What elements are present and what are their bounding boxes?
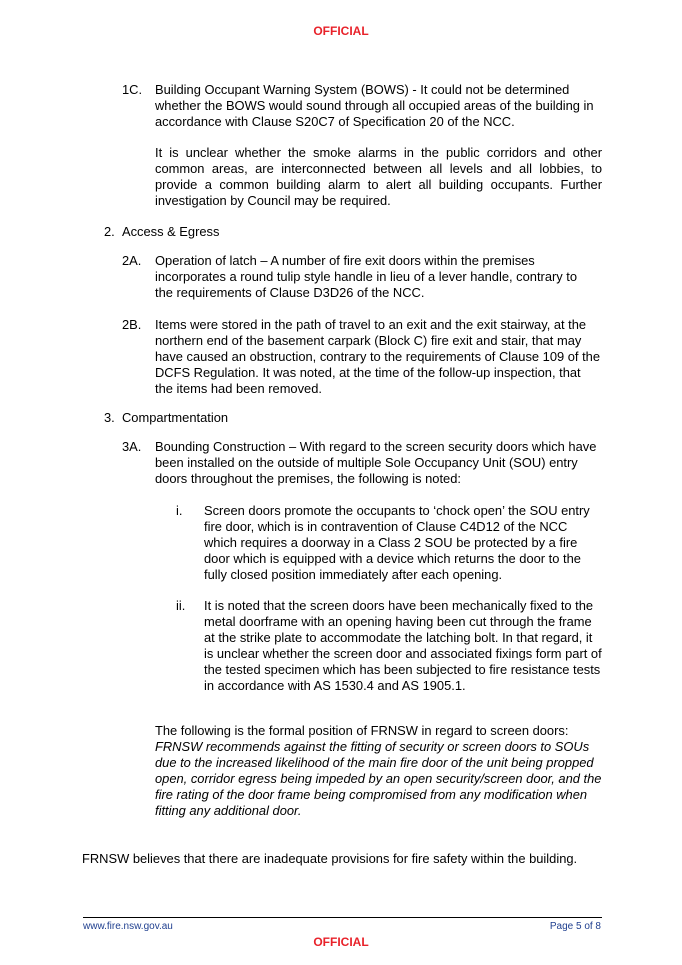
section-2b-label: 2B. (122, 317, 142, 332)
section-3a-text: Bounding Construction – With regard to the screen security doors which have been installed on the outside of multiple Sole Occupancy Unit (SOU) entry doors throughout the premises, the following is noted: (155, 439, 597, 487)
section-1c-paragraph-2: It is unclear whether the smoke alarms in the public corridors and other common areas, are interconnected between all levels and all lobbies, to provide a common building alarm to alert all building occupants. Further investigation by Council may be required. (155, 145, 602, 209)
footer-website-link[interactable]: www.fire.nsw.gov.au (83, 921, 173, 932)
header-classification: OFFICIAL (313, 24, 369, 38)
footer-classification: OFFICIAL (313, 935, 369, 949)
section-1c-text: Building Occupant Warning System (BOWS) - It could not be determined whether the BOWS would sound through all occupied areas of the building in accordance with Clause S20C7 of Specification 20 of the NCC. (155, 82, 594, 130)
position-intro: The following is the formal position of FRNSW in regard to screen doors: (155, 723, 569, 738)
list-item-text: It is noted that the screen doors have been mechanically fixed to the metal doorframe with an opening having been cut through the frame at the strike plate to accommodate the latching bolt. In that regard, it is unclear whether the screen door and associated fixings form part of the tested specimen which has been subjected to fire resistance tests in accordance with AS 1530.4 and AS 1905.1. (204, 598, 602, 694)
position-statement: FRNSW recommends against the fitting of security or screen doors to SOUs due to the increased likelihood of the main fire door of the unit being propped open, corridor egress being impeded by an open security/screen door, and the fire rating of the door frame being compromised from any modification when fitting any additional door. (155, 739, 602, 819)
footer-divider (83, 917, 602, 918)
section-1c-label: 1C. (122, 82, 143, 97)
section-2b-text: Items were stored in the path of travel to an exit and the exit stairway, at the northern end of the basement carpark (Block C) fire exit and stair, that may have caused an obstruction, contrary to the requirements of Clause 109 of the DCFS Regulation. It was noted, at the time of the follow-up inspection, that the items had been removed. (155, 317, 600, 397)
section-2-heading: Access & Egress (122, 224, 220, 239)
list-item-text: Screen doors promote the occupants to ‘chock open’ the SOU entry fire door, which is in contravention of Clause C4D12 of the NCC which requires a doorway in a Class 2 SOU be protected by a fire door which is equipped with a device which returns the door to the fully closed position immediately after each opening. (204, 503, 590, 583)
list-item-label: ii. (176, 598, 186, 613)
section-2a-text: Operation of latch – A number of fire exit doors within the premises incorporates a round tulip style handle in lieu of a lever handle, contrary to the requirements of Clause D3D26 of the NCC. (155, 253, 578, 301)
frnsw-position-block (155, 723, 605, 820)
section-2a-label: 2A. (122, 253, 142, 268)
footer-page-number: Page 5 of 8 (549, 921, 601, 932)
conclusion-statement: FRNSW believes that there are inadequate provisions for fire safety within the building. (82, 851, 578, 866)
section-3a-label: 3A. (122, 439, 142, 454)
section-3-heading: Compartmentation (122, 410, 229, 425)
list-item-label: i. (176, 503, 183, 518)
section-3-number: 3. (104, 410, 115, 425)
section-2-number: 2. (104, 224, 115, 239)
